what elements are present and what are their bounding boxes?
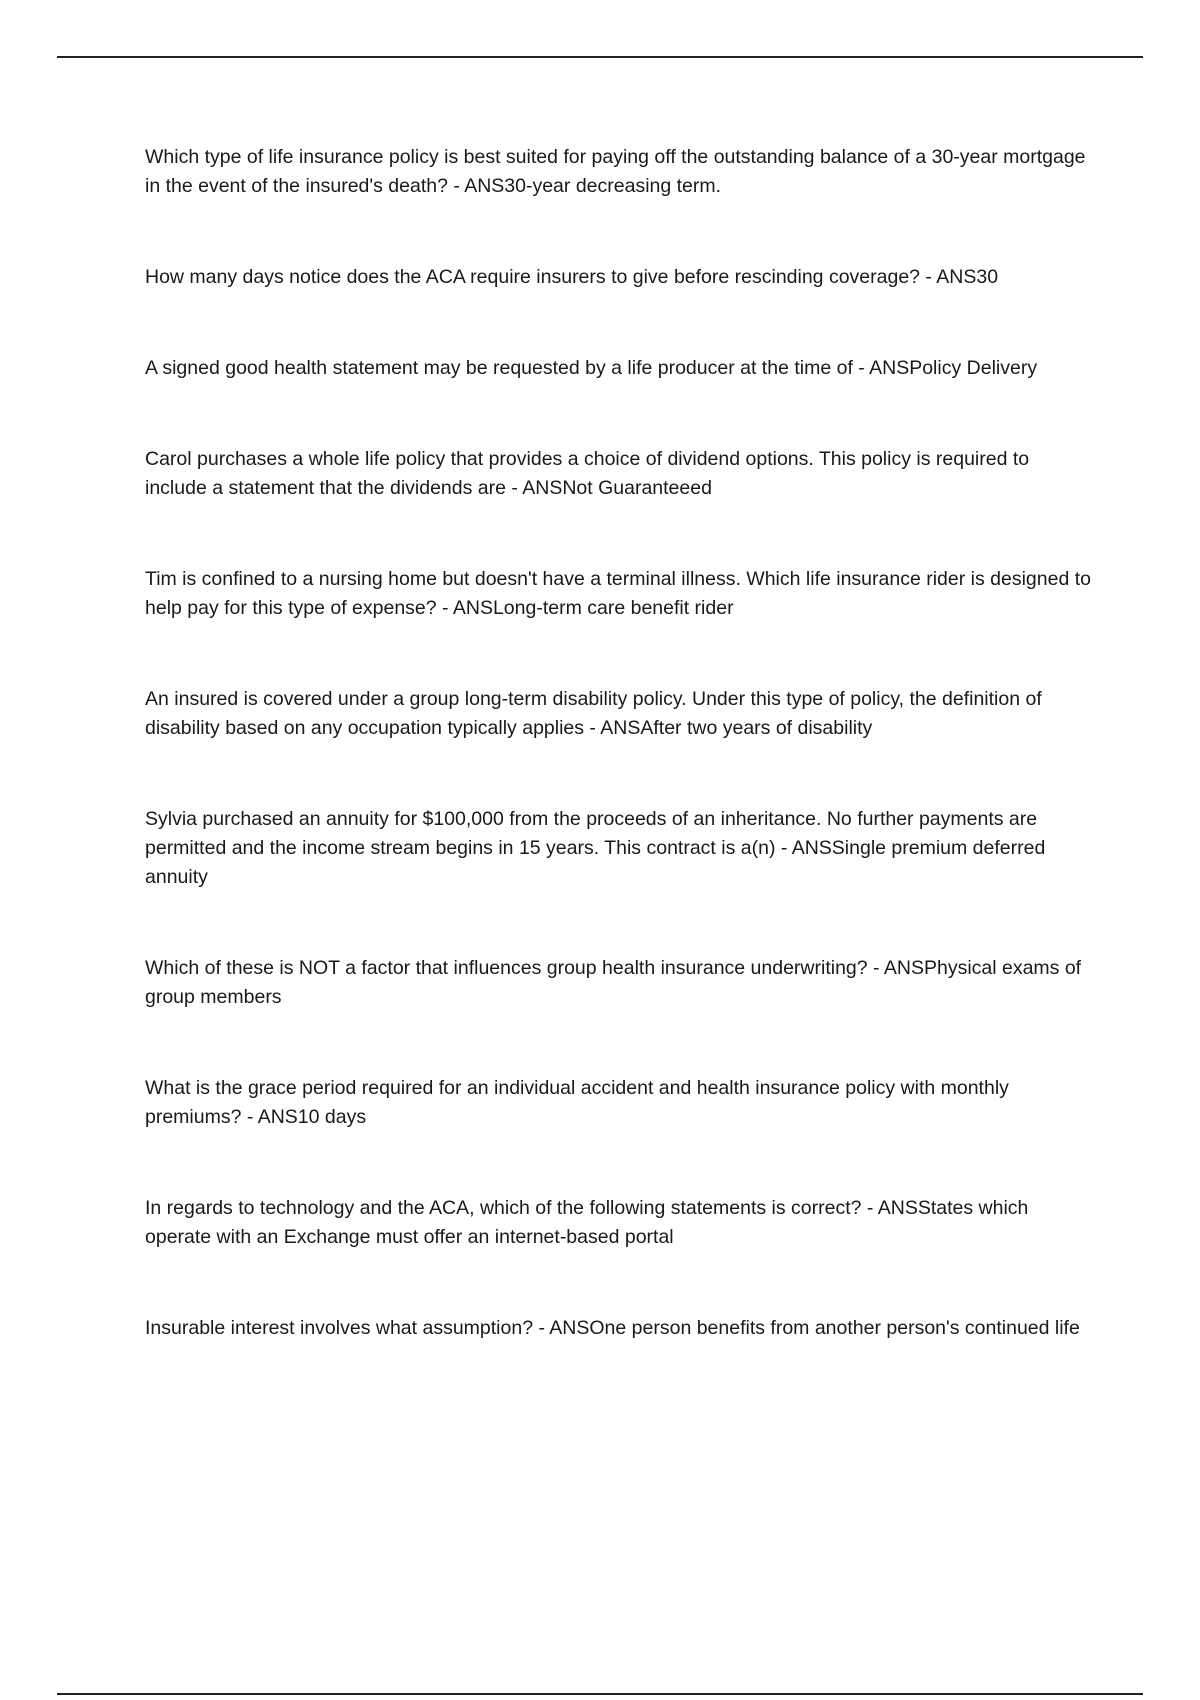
footer-rule [57, 1693, 1143, 1695]
qa-item: In regards to technology and the ACA, which of the following statements is correct? - ANSStates which operate with an Exchange must offer an internet-based portal [145, 1197, 1029, 1248]
qa-item: Which of these is NOT a factor that influences group health insurance underwriting? - ANSPhysical exams of group members [145, 957, 1082, 1008]
qa-item: Insurable interest involves what assumption? - ANSOne person benefits from another person's continued life [145, 1317, 1080, 1339]
qa-item: Which type of life insurance policy is best suited for paying off the outstanding balance of a 30-year mortgage in the event of the insured's death? - ANS30-year decreasing term. [145, 146, 1086, 197]
qa-item: A signed good health statement may be requested by a life producer at the time of - ANSPolicy Delivery [145, 357, 1038, 379]
qa-item: Carol purchases a whole life policy that provides a choice of dividend options. This policy is required to include a statement that the dividends are - ANSNot Guaranteeed [145, 448, 1030, 499]
qa-item: How many days notice does the ACA require insurers to give before rescinding coverage? - ANS30 [145, 266, 999, 288]
qa-item: An insured is covered under a group long-term disability policy. Under this type of policy, the definition of disability based on any occupation typically applies - ANSAfter two years of disability [145, 688, 1042, 739]
qa-item: Tim is confined to a nursing home but doesn't have a terminal illness. Which life insurance rider is designed to help pay for this type of expense? - ANSLong-term care benefit rider [145, 568, 1091, 619]
qa-list [145, 143, 1095, 1405]
qa-item: Sylvia purchased an annuity for $100,000 from the proceeds of an inheritance. No further payments are permitted and the income stream begins in 15 years. This contract is a(n) - ANSSingle premium deferred annuity [145, 808, 1046, 888]
qa-item: What is the grace period required for an individual accident and health insurance policy with monthly premiums? - ANS10 days [145, 1077, 1009, 1128]
header-rule [57, 56, 1143, 58]
